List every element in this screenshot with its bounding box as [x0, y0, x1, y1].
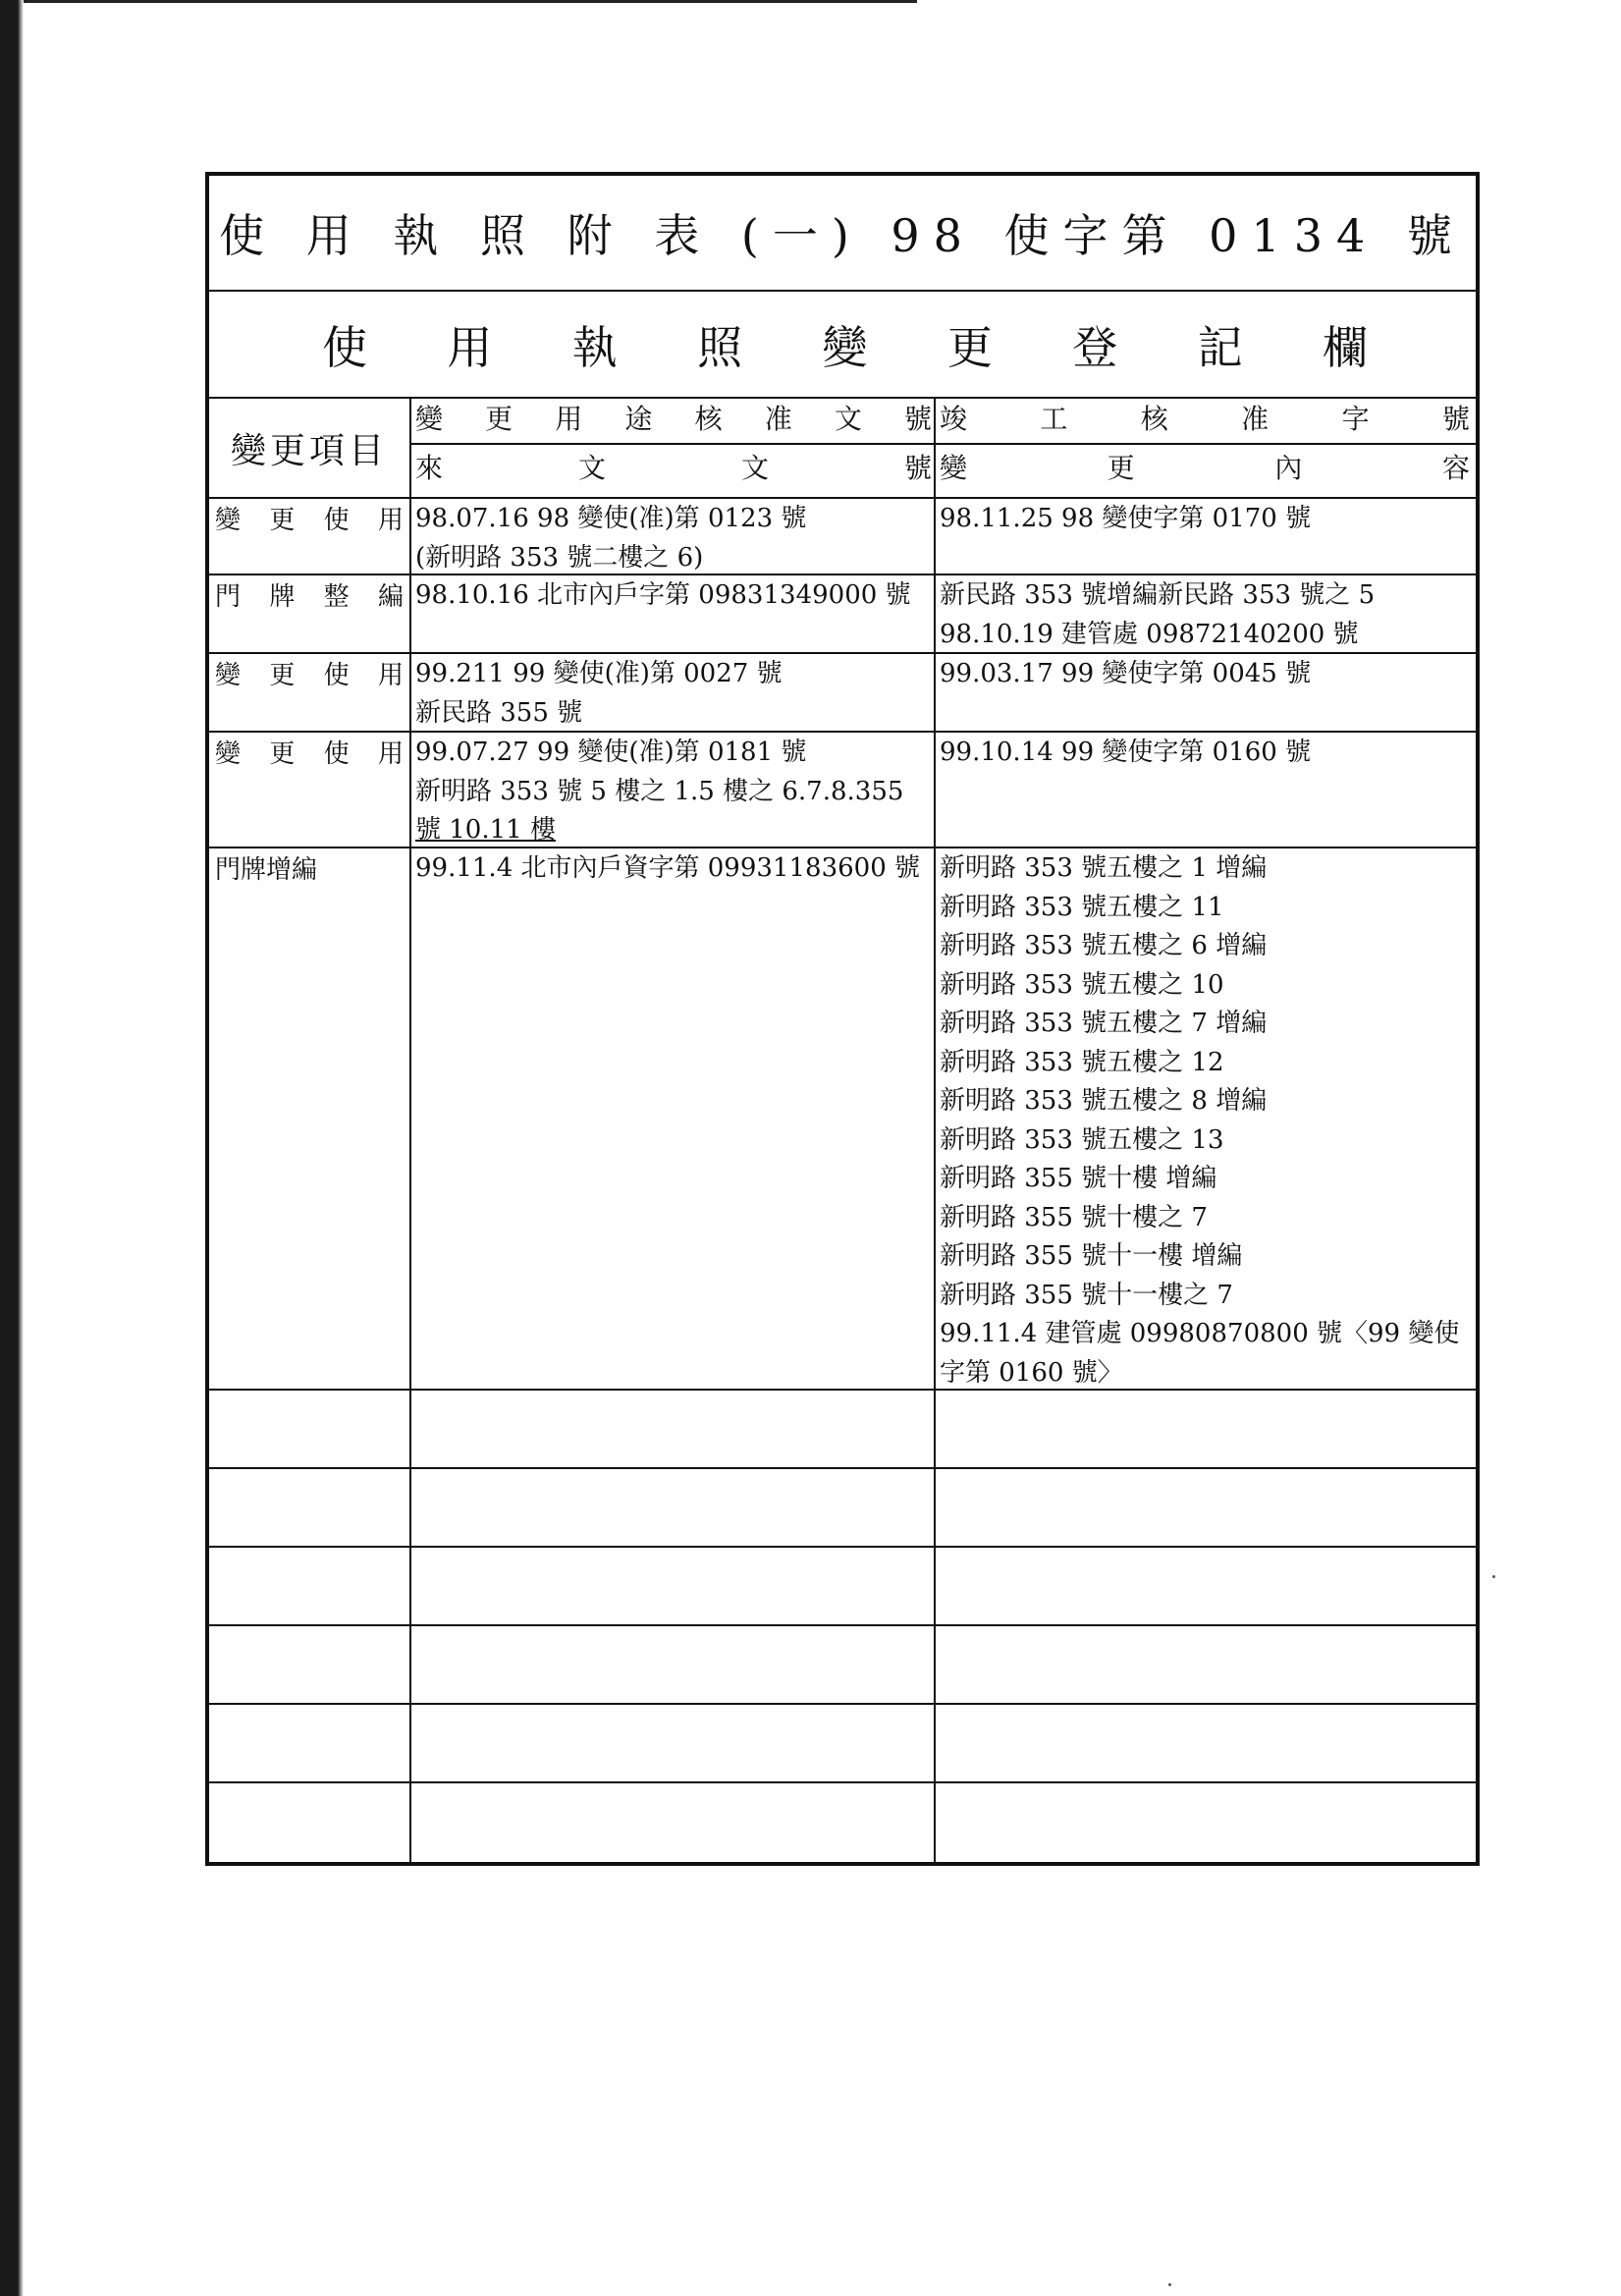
section-title-char: 變 — [822, 320, 868, 374]
row-item-label: 變 更 使 用 — [215, 661, 404, 690]
row-item-label: 變 更 使 用 — [215, 739, 404, 769]
row-approval-text: 99.07.27 99 變使(准)第 0181 號 新明路 353 號 5 樓之 1.5 樓之 6.7.8.355 號 10.11 樓 — [415, 738, 904, 845]
header-completion-number: 竣 工 核 准 字 號 — [940, 403, 1470, 435]
row-approval-text: 98.10.16 北市內戶字第 09831349000 號 — [415, 580, 911, 610]
scan-speck — [1168, 2283, 1171, 2286]
row-divider — [209, 1546, 1476, 1548]
section-title-char: 使 — [322, 320, 367, 374]
section-title-char: 用 — [447, 320, 493, 374]
scan-edge — [0, 0, 24, 2296]
header-approval-number: 變 更 用 途 核 准 文 號 — [415, 403, 932, 435]
header-change-content: 變 更 內 容 — [940, 452, 1470, 484]
row-item-label: 變 更 使 用 — [215, 506, 404, 535]
row-content-text: 99.03.17 99 變使字第 0045 號 — [940, 659, 1312, 688]
title-text: 使 用 執 照 附 表 (一) 98 使字第 0134 號 — [219, 209, 1466, 262]
section-title-char: 照 — [697, 320, 743, 374]
section-title-char: 登 — [1072, 320, 1118, 374]
section-title-char: 更 — [946, 320, 993, 374]
row-item-label: 門 牌 整 編 — [215, 582, 404, 612]
row-divider — [209, 1781, 1476, 1783]
header-change-item: 變更項目 — [230, 430, 388, 471]
document-title — [209, 176, 1476, 292]
row-divider — [209, 497, 1476, 499]
scan-speck — [1492, 1575, 1495, 1578]
row-approval-text: 98.07.16 98 變使(准)第 0123 號 (新明路 353 號二樓之 6) — [415, 504, 807, 573]
row-content-text: 新民路 353 號增編新民路 353 號之 5 98.10.19 建管處 09872140200 號 — [940, 580, 1376, 649]
header-incoming-number: 來 文 文 號 — [415, 452, 932, 484]
row-divider — [209, 1703, 1476, 1705]
section-title-char: 執 — [571, 320, 618, 374]
row-approval-text: 99.211 99 變使(准)第 0027 號 新民路 355 號 — [415, 659, 783, 728]
row-divider — [209, 1467, 1476, 1469]
section-title — [209, 292, 1476, 399]
column-divider — [934, 399, 936, 1866]
row-divider — [209, 1624, 1476, 1626]
row-content-text: 98.11.25 98 變使字第 0170 號 — [940, 504, 1312, 533]
scan-edge-top — [24, 0, 917, 3]
row-approval-text: 99.11.4 北市內戶資字第 09931183600 號 — [415, 853, 920, 883]
column-divider — [409, 399, 411, 1866]
row-content-text: 新明路 353 號五樓之 1 增編 新明路 353 號五樓之 11 新明路 353 號五樓之 6 增編 新明路 353 號五樓之 10 新明路 353 號五樓之 7 增編 新明路 353 號五樓之 12 新明路 353 號五樓之 8 增編 新明路 353 號五樓之 13 新明路 355 號十樓 增編 新明路 355 號十樓之 7 新明路 355 號十一樓 增編 新明路 355 號十一樓之 7 99.11.4 建管處 09980870800 號〈99 變使 字第 0160 號〉 — [940, 853, 1460, 1388]
section-title-char: 記 — [1197, 320, 1243, 374]
row-item-label: 門牌增編 — [215, 855, 318, 885]
license-change-form — [205, 172, 1480, 1866]
header-subdivider — [409, 443, 1476, 445]
section-title-char: 欄 — [1323, 320, 1368, 374]
row-content-text: 99.10.14 99 變使字第 0160 號 — [940, 738, 1312, 767]
